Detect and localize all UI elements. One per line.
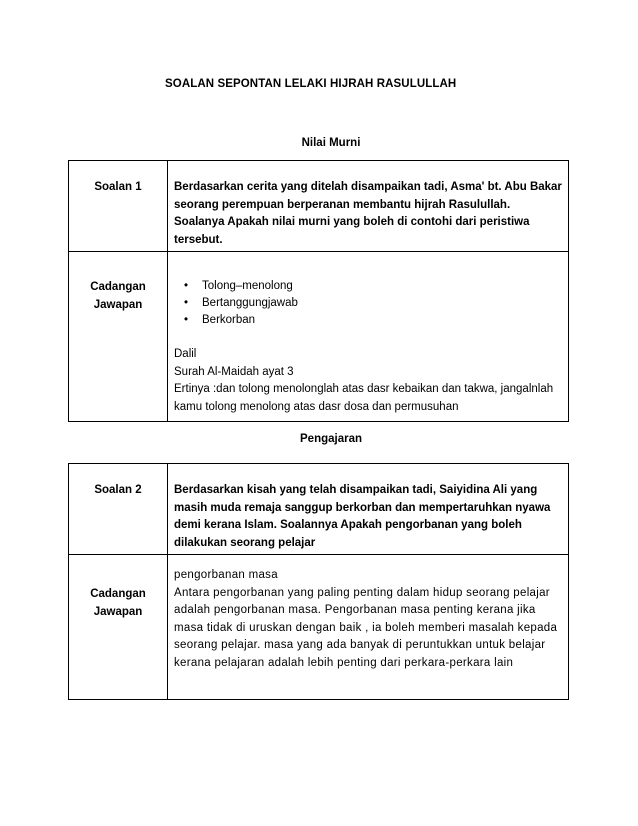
- question-row: [69, 464, 569, 555]
- answer-body: Antara pengorbanan yang paling penting dalam hidup seorang pelajar adalah pengorbanan masa. Pengorbanan masa penting kerana jika masa tidak di uruskan dengan baik , ia boleh memberi masalah kepada seorang pelajar. masa yang ada banyak di peruntukkan untuk belajar kerana pelajaran adalah lebih penting dari perkara-perkara lain: [174, 586, 558, 669]
- question-text: Berdasarkan cerita yang ditelah disampaikan tadi, Asma' bt. Abu Bakar seorang perempuan berperanan membantu hijrah Rasulullah. Soalanya Apakah nilai murni yang boleh di contohi dari peristiwa tersebut.: [174, 181, 562, 246]
- question-table-1: [68, 160, 569, 422]
- dalil-text: Ertinya :dan tolong menolonglah atas dasr kebaikan dan takwa, jangalnlah kamu tolong menolong atas dasr dosa dan permusuhan: [174, 383, 554, 413]
- section-heading-nilai-murni: Nilai Murni: [301, 137, 361, 149]
- question-label: Soalan 1: [94, 181, 142, 193]
- answer-text: [174, 555, 562, 672]
- answer-content-cell: [168, 252, 569, 422]
- answer-content-cell: [168, 555, 569, 700]
- dalil-reference: Surah Al-Maidah ayat 3: [174, 365, 294, 378]
- section-heading-pengajaran: Pengajaran: [300, 433, 362, 445]
- question-text: Berdasarkan kisah yang telah disampaikan tadi, Saiyidina Ali yang masih muda remaja sanggup berkorban dan mempertaruhkan nyawa demi kerana Islam. Soalannya Apakah pengorbanan yang boleh dilakukan seorang pelajar: [174, 484, 551, 549]
- list-item: • Bertanggungjawab: [202, 295, 562, 312]
- answer-label-line-2: Jawapan: [93, 299, 143, 311]
- answer-list: [174, 278, 562, 329]
- question-row: [69, 161, 569, 252]
- dalil-title: Dalil: [174, 348, 197, 360]
- list-item: • Tolong–menolong: [202, 278, 562, 295]
- answer-label-line-2: Jawapan: [93, 606, 143, 618]
- answer-label: [69, 252, 167, 314]
- question-label-cell: [69, 464, 168, 555]
- answer-row: [69, 252, 569, 422]
- list-item: • Berkorban: [202, 312, 562, 329]
- question-label: Soalan 2: [94, 484, 142, 496]
- question-label-cell: [69, 161, 168, 252]
- dalil-block: [174, 346, 562, 416]
- question-table-2: [68, 463, 569, 700]
- answer-label-cell: [69, 252, 168, 422]
- answer-label: [69, 555, 167, 621]
- answer-title: pengorbanan masa: [174, 569, 278, 581]
- answer-label-line-1: Cadangan: [90, 588, 146, 600]
- question-content-cell: [168, 161, 569, 252]
- document-title: SOALAN SEPONTAN LELAKI HIJRAH RASULULLAH: [165, 78, 457, 90]
- answer-row: [69, 555, 569, 700]
- answer-label-line-1: Cadangan: [90, 281, 146, 293]
- answer-label-cell: [69, 555, 168, 700]
- question-content-cell: [168, 464, 569, 555]
